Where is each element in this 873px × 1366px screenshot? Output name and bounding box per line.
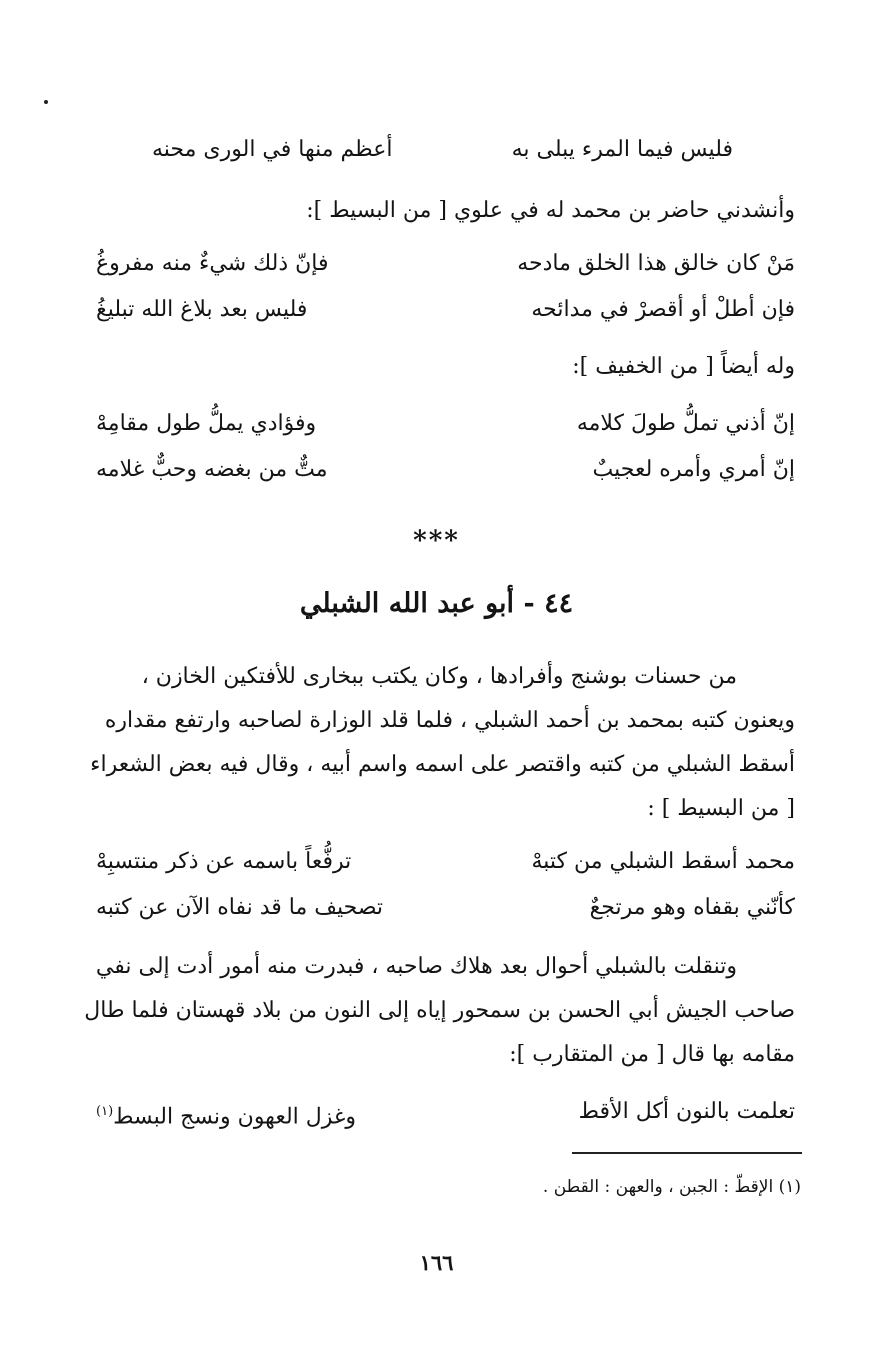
verse-3	[96, 404, 795, 444]
paragraph-2-line-2: صاحب الجيش أبي الحسن بن سمحور إياه إلى النون من بلاد قهستان فلما طال	[84, 998, 795, 1023]
verse-4-first-hemistich: إنّ أمري وأمره لعجيبٌ	[592, 457, 795, 482]
verse-1-second-hemistich: فإنّ ذلك شيءٌ منه مفروغُ	[96, 251, 329, 276]
verse-7	[96, 1092, 795, 1132]
verse-6	[96, 888, 795, 928]
verse-7-first-hemistich: تعلمت بالنون أكل الأقط	[578, 1099, 795, 1124]
verse-7-second-hemistich-text: وغزل العهون ونسج البسط	[113, 1104, 356, 1130]
page-number: ١٦٦	[419, 1250, 454, 1275]
paragraph-1-line-3: أسقط الشبلي من كتبه واقتصر على اسمه واسم أبيه ، وقال فيه بعض الشعراء	[90, 752, 795, 777]
opening-verse-second-hemistich: أعظم منها في الورى محنه	[152, 137, 393, 162]
footnote-marker: (١)	[96, 1104, 114, 1119]
intro-line-2: وله أيضاً [ من الخفيف ]:	[572, 354, 795, 379]
verse-6-first-hemistich: كأنّني بقفاه وهو مرتجعٌ	[589, 895, 795, 920]
verse-7-second-hemistich	[96, 1092, 426, 1137]
ink-speck	[44, 100, 48, 104]
paragraph-2-line-3: مقامه بها قال [ من المتقارب ]:	[509, 1042, 795, 1067]
verse-4	[96, 450, 795, 490]
paragraph-1-line-2: ويعنون كتبه بمحمد بن أحمد الشبلي ، فلما قلد الوزارة لصاحبه وارتفع مقداره	[104, 708, 795, 733]
verse-2-second-hemistich: فليس بعد بلاغ الله تبليغُ	[96, 297, 308, 322]
paragraph-2-line-1: وتنقلت بالشبلي أحوال بعد هلاك صاحبه ، فبدرت منه أمور أدت إلى نفي	[95, 954, 737, 979]
verse-5-second-hemistich: ترفُّعاً باسمه عن ذكر منتسبِهْ	[96, 849, 352, 874]
section-heading: ٤٤ - أبو عبد الله الشبلي	[299, 588, 574, 619]
verse-5-first-hemistich: محمد أسقط الشبلي من كتبهْ	[531, 849, 795, 874]
opening-verse	[96, 130, 795, 170]
paragraph-1-line-1: من حسنات بوشنج وأفرادها ، وكان يكتب ببخارى للأفتكين الخازن ،	[141, 664, 737, 689]
verse-4-second-hemistich: متٌّ من بغضه وحبٌّ غلامه	[96, 457, 328, 482]
verse-3-first-hemistich: إنّ أذني تملُّ طولَ كلامه	[576, 411, 795, 436]
section-separator: ***	[413, 526, 460, 556]
opening-verse-first-hemistich: فليس فيما المرء يبلى به	[511, 137, 733, 162]
verse-5	[96, 842, 795, 882]
verse-6-second-hemistich: تصحيف ما قد نفاه الآن عن كتبه	[96, 895, 384, 920]
verse-3-second-hemistich: وفؤادي يملُّ طول مقامِهْ	[96, 411, 317, 436]
footnote: (١) الإقطّ : الجبن ، والعهن : القطن .	[542, 1177, 801, 1197]
verse-2	[96, 290, 795, 330]
paragraph-1-line-4: [ من البسيط ] :	[647, 796, 795, 821]
intro-line-1: وأنشدني حاضر بن محمد له في علوي [ من البسيط ]:	[306, 198, 795, 223]
verse-1-first-hemistich: مَنْ كان خالق هذا الخلق مادحه	[517, 251, 795, 276]
verse-2-first-hemistich: فإن أطلْ أو أقصرْ في مدائحه	[531, 297, 795, 322]
footnote-divider	[572, 1152, 802, 1154]
verse-1	[96, 244, 795, 284]
